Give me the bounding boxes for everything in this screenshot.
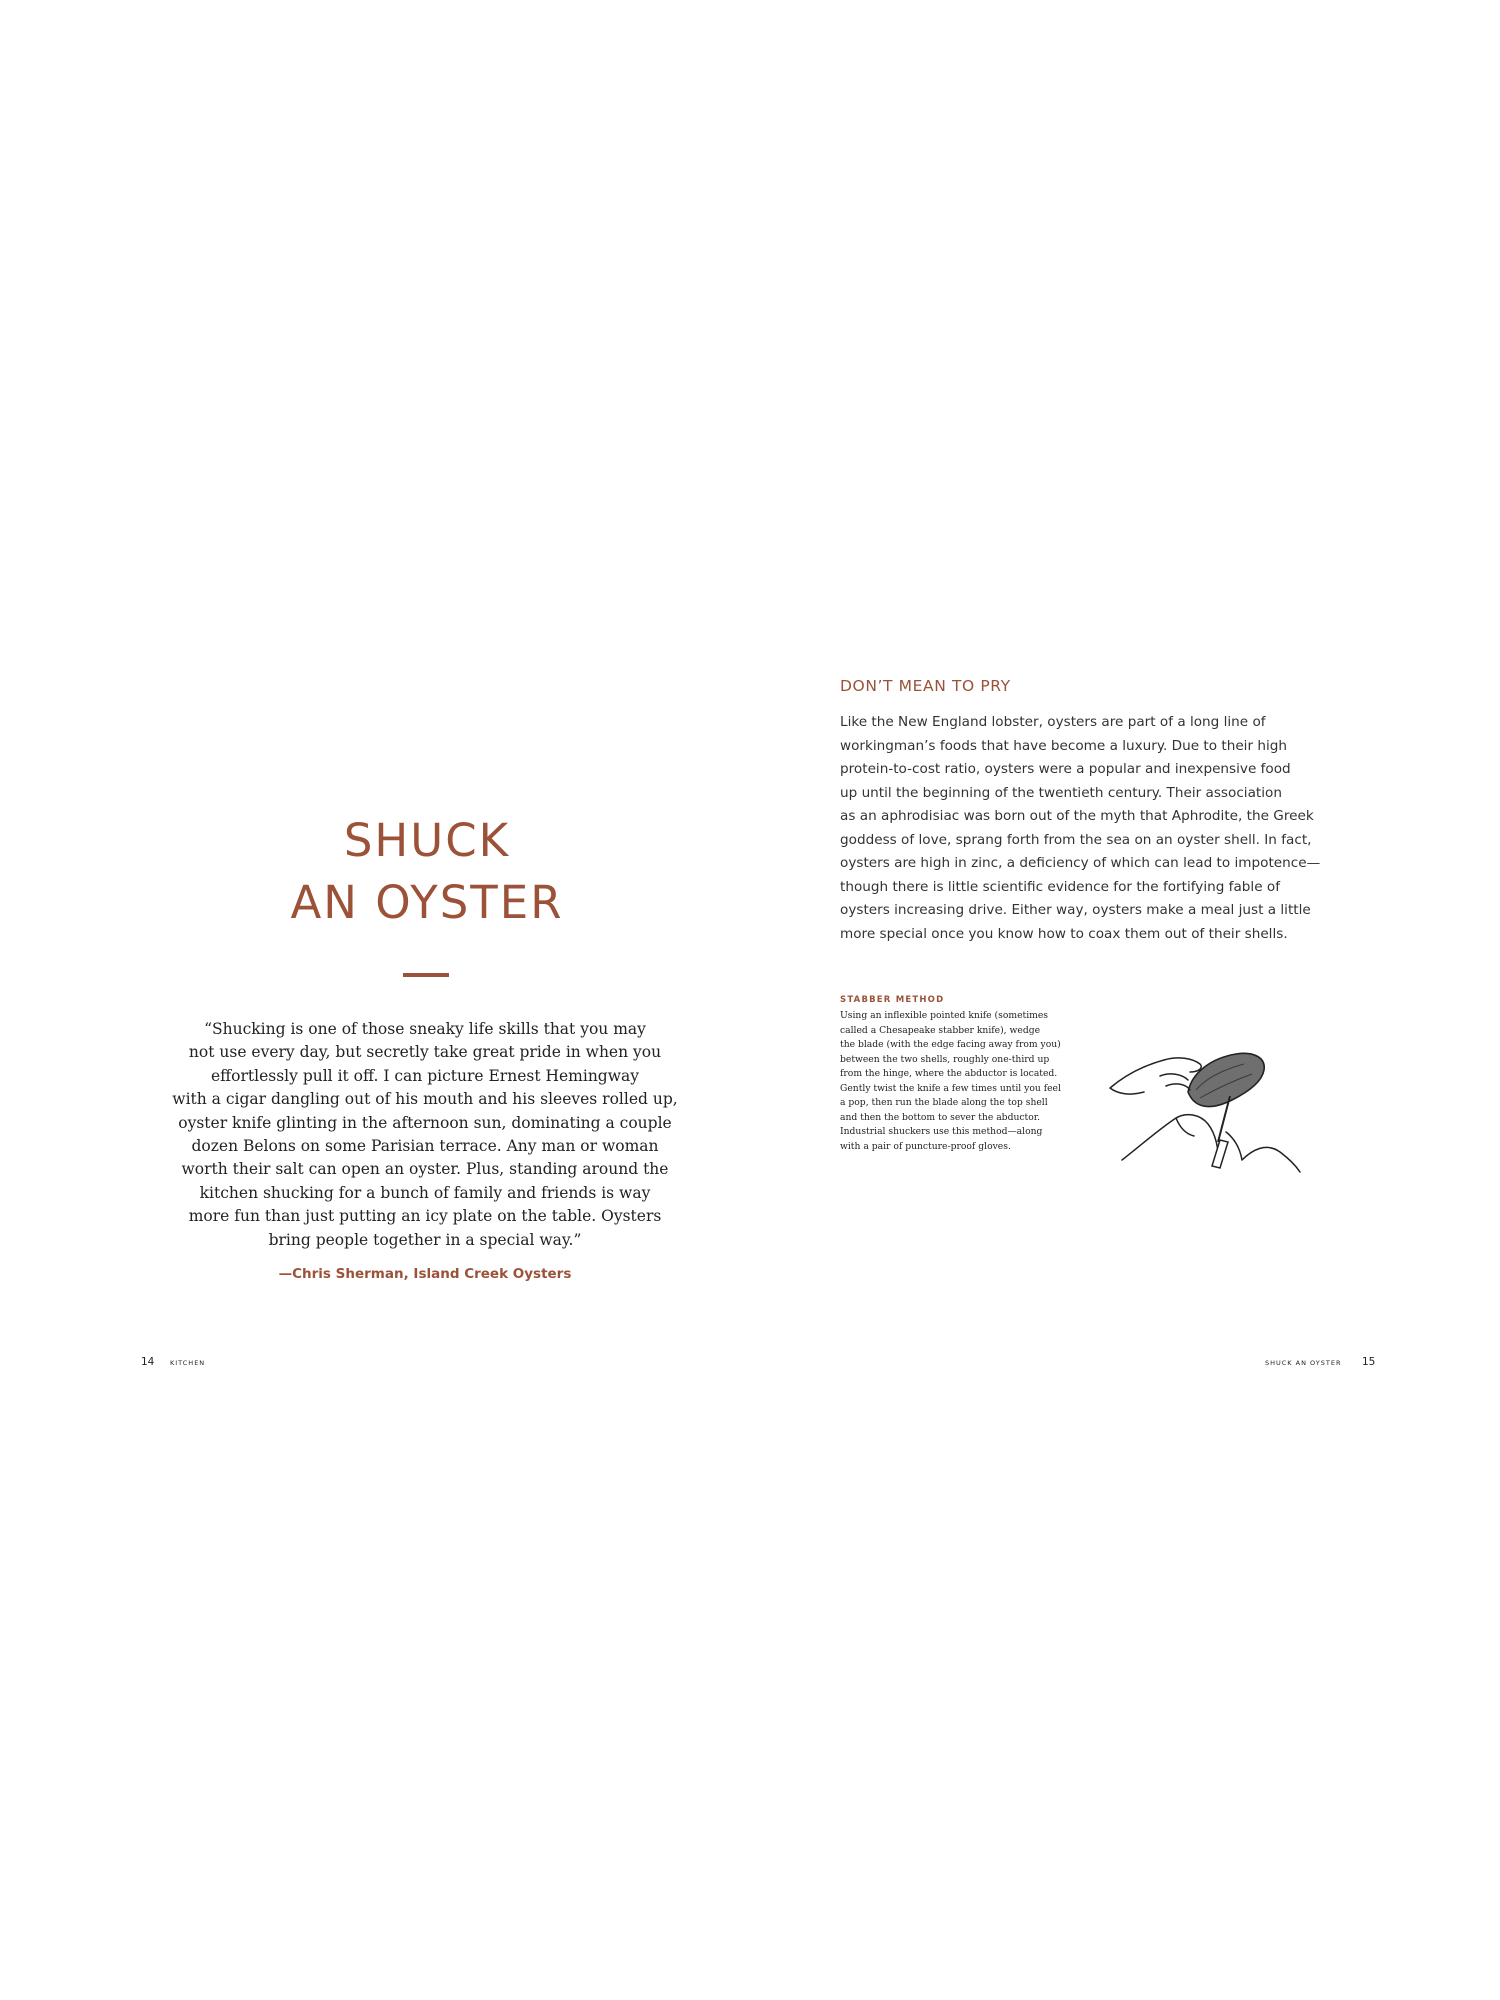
- method-heading: STABBER METHOD: [840, 995, 945, 1005]
- quote-line: not use every day, but secretly take great pride in when you: [188, 1043, 662, 1062]
- method-line: Gently twist the knife a few times until you feel: [840, 1082, 1061, 1094]
- method-line: between the two shells, roughly one-third up: [840, 1053, 1050, 1065]
- right-running-head: SHUCK AN OYSTER: [1265, 1359, 1342, 1367]
- quote-line: bring people together in a special way.”: [268, 1230, 582, 1249]
- quote-line: dozen Belons on some Parisian terrace. Any man or woman: [191, 1137, 659, 1156]
- hands-shucking-oyster-illustration: [1100, 1020, 1310, 1180]
- method-line: Using an inflexible pointed knife (sometimes: [840, 1010, 1049, 1021]
- quote-line: “Shucking is one of those sneaky life skills that you may: [204, 1020, 646, 1038]
- right-page-number: 15: [1362, 1356, 1376, 1368]
- quote-line: kitchen shucking for a bunch of family and friends is way: [199, 1183, 651, 1202]
- title-line-1: SHUCK: [343, 814, 511, 867]
- method-line: called a Chesapeake stabber knife), wedge: [840, 1024, 1041, 1036]
- upper-hand: [1110, 1058, 1201, 1094]
- method-line: from the hinge, where the abductor is located.: [840, 1068, 1058, 1079]
- method-description: [840, 1009, 1100, 1154]
- method-line: a pop, then run the blade along the top shell: [840, 1097, 1048, 1108]
- title-line-2: AN OYSTER: [290, 876, 564, 929]
- body-line: as an aphrodisiac was born out of the myth that Aphrodite, the Greek: [840, 808, 1314, 824]
- body-line: goddess of love, sprang forth from the sea on an oyster shell. In fact,: [840, 831, 1312, 848]
- body-line: oysters increasing drive. Either way, oysters make a meal just a little: [840, 902, 1311, 918]
- quote-line: oyster knife glinting in the afternoon sun, dominating a couple: [178, 1113, 672, 1132]
- method-line: with a pair of puncture-proof gloves.: [840, 1140, 1011, 1152]
- left-running-head: KITCHEN: [170, 1359, 206, 1367]
- lower-hand: [1122, 1115, 1300, 1172]
- quote-line: effortlessly pull it off. I can picture Ernest Hemingway: [210, 1066, 639, 1085]
- body-line: protein-to-cost ratio, oysters were a popular and inexpensive food: [840, 761, 1291, 777]
- body-line: though there is little scientific evidence for the fortifying fable of: [840, 878, 1280, 895]
- left-page-number: 14: [141, 1356, 155, 1368]
- body-line: workingman’s foods that have become a luxury. Due to their high: [840, 737, 1287, 754]
- page-title: [222, 810, 632, 934]
- oyster-shell: [1188, 1053, 1264, 1106]
- quote-line: worth their salt can open an oyster. Plus, standing around the: [181, 1160, 669, 1179]
- quote-line: more fun than just putting an icy plate on the table. Oysters: [188, 1207, 662, 1226]
- quote-line: with a cigar dangling out of his mouth and his sleeves rolled up,: [172, 1090, 678, 1109]
- quote-attribution: —Chris Sherman, Island Creek Oysters: [278, 1266, 572, 1282]
- method-line: the blade (with the edge facing away from you): [840, 1039, 1061, 1050]
- pull-quote: [170, 1018, 680, 1252]
- title-divider: [403, 973, 449, 977]
- method-line: Industrial shuckers use this method—along: [840, 1126, 1043, 1137]
- knife-handle: [1212, 1140, 1228, 1168]
- body-line: Like the New England lobster, oysters are part of a long line of: [840, 714, 1266, 730]
- method-line: and then the bottom to sever the abductor.: [840, 1111, 1041, 1123]
- section-heading: DON’T MEAN TO PRY: [840, 677, 1011, 695]
- body-line: oysters are high in zinc, a deficiency of which can lead to impotence—: [840, 855, 1321, 871]
- body-line: up until the beginning of the twentieth century. Their association: [840, 784, 1282, 801]
- body-line: more special once you know how to coax them out of their shells.: [840, 925, 1288, 942]
- body-paragraph: [840, 711, 1330, 946]
